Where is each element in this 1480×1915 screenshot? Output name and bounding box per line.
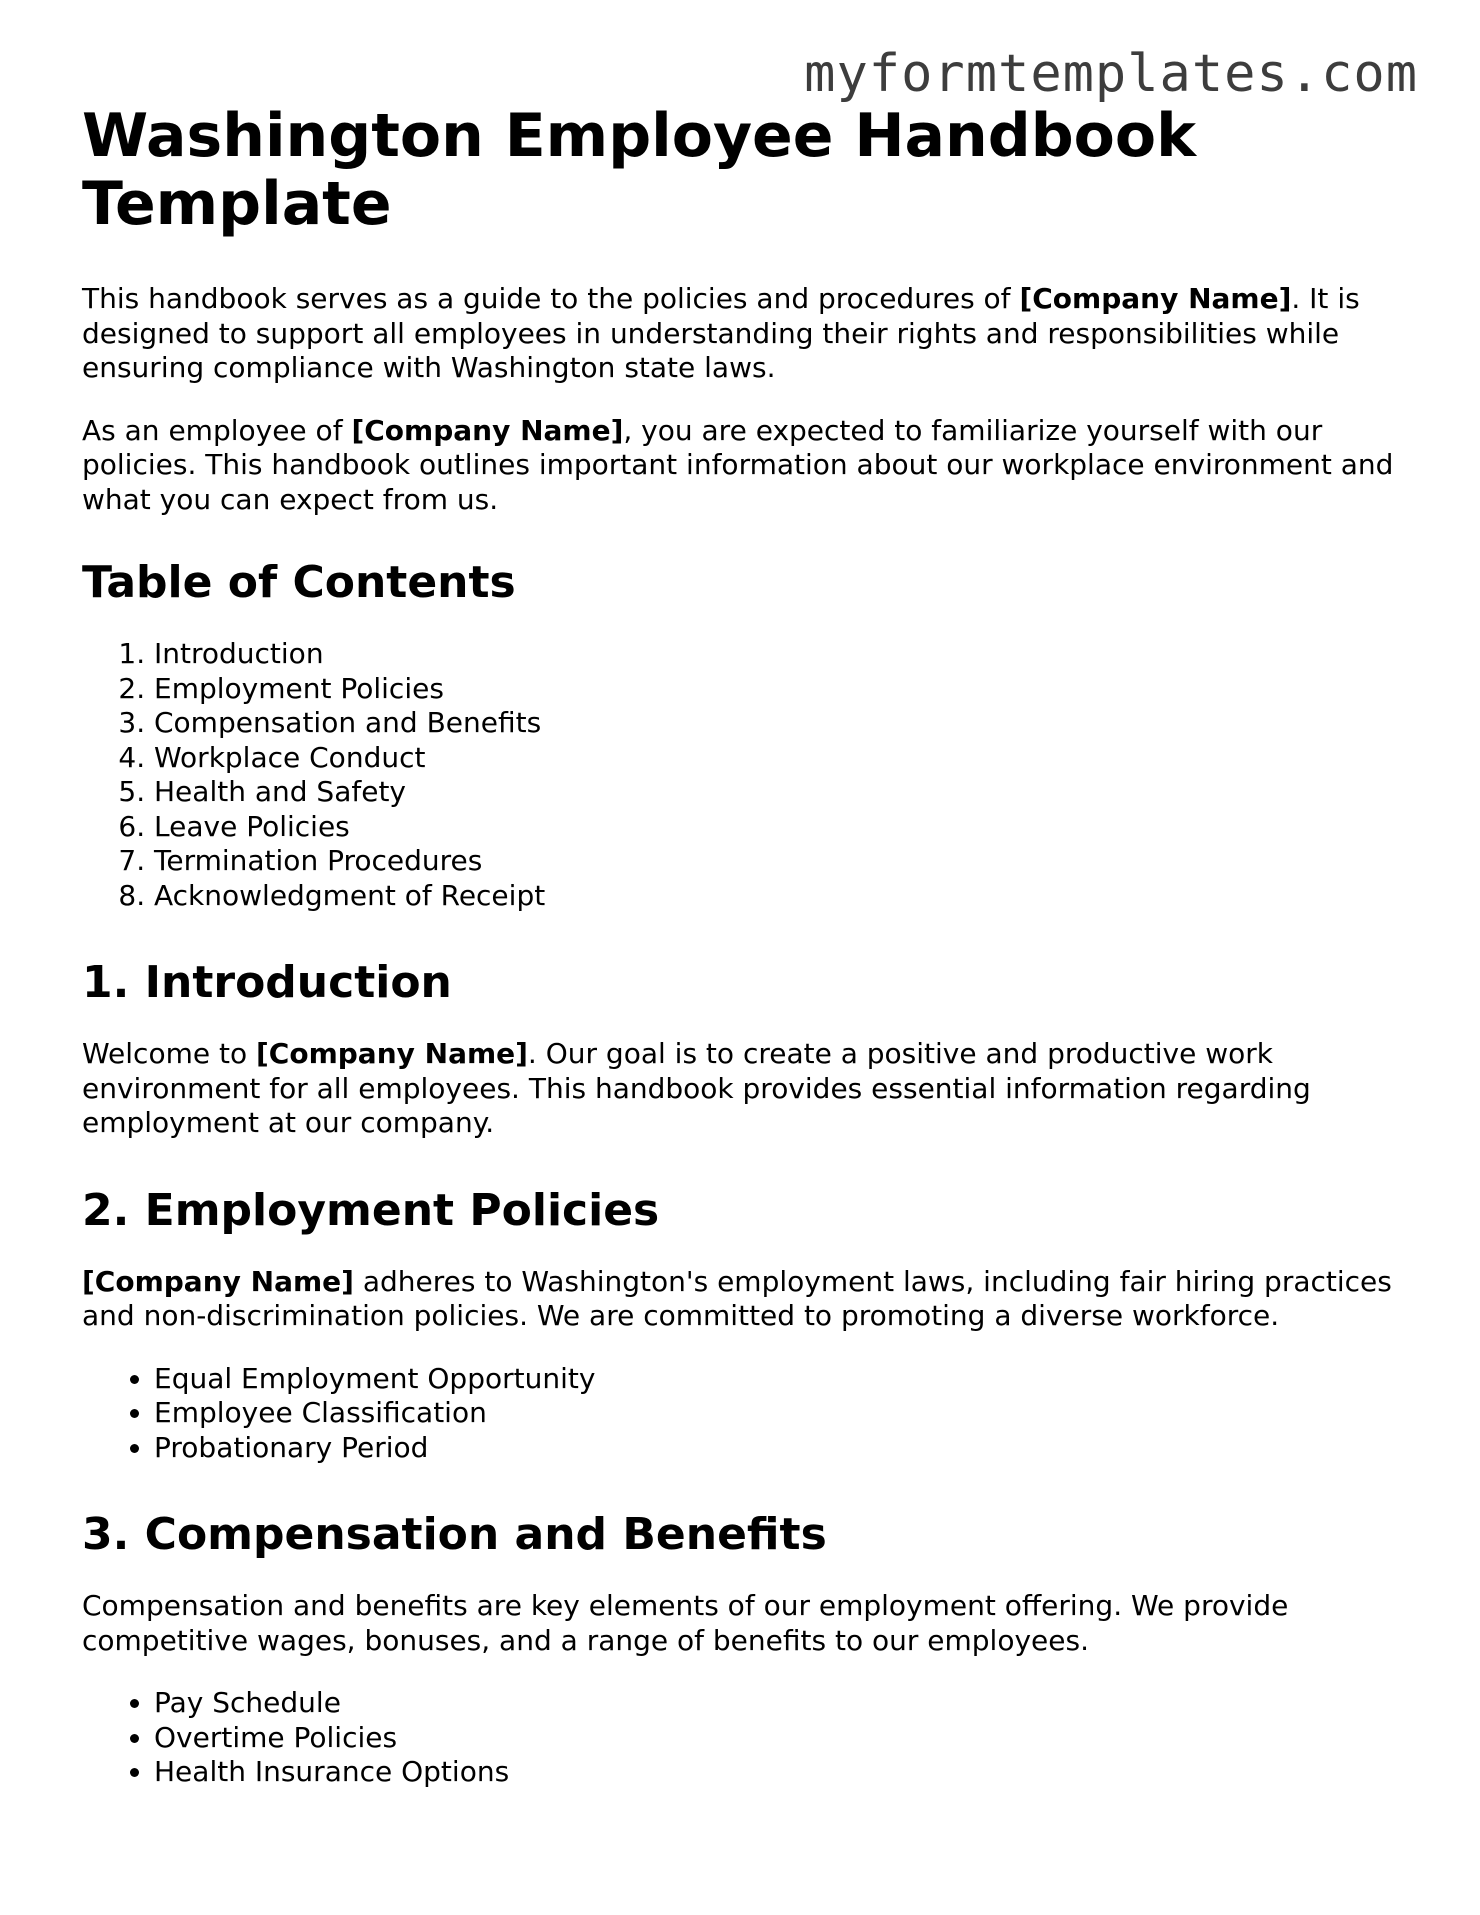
section-paragraph xyxy=(82,1037,1412,1141)
bullet-list xyxy=(82,1686,1412,1790)
toc-item: 4. Workplace Conduct xyxy=(154,741,1412,776)
intro-text: . It is designed to support all employees in understanding their rights and responsibilities while ensuring compliance with Washington state laws. xyxy=(82,282,1360,384)
section-heading-introduction: 1. Introduction xyxy=(82,957,452,1008)
section-text: . Our goal is to create a positive and productive work environment for all employees. This handbook provides essential information regarding employment at our company. xyxy=(82,1037,1311,1139)
list-item: • Employee Classification xyxy=(154,1396,1412,1431)
toc-item: 6. Leave Policies xyxy=(154,810,1412,845)
intro-text: As an employee of xyxy=(82,413,352,447)
company-name-placeholder: [Company Name] xyxy=(1019,282,1292,315)
section-text: Welcome to xyxy=(82,1037,256,1070)
list-item: • Probationary Period xyxy=(154,1431,1412,1466)
intro-paragraph-2 xyxy=(82,414,1412,518)
page-title: Washington Employee Handbook Template xyxy=(82,101,1196,239)
section-heading-employment-policies: 2. Employment Policies xyxy=(82,1184,660,1236)
bullet-list xyxy=(82,1362,1412,1466)
list-item: • Pay Schedule xyxy=(154,1686,1412,1721)
section-paragraph xyxy=(82,1265,1412,1334)
company-name-placeholder: [Company Name] xyxy=(351,413,624,447)
toc-item: 1. Introduction xyxy=(154,637,1412,672)
intro-text: , you are expected to familiarize yourself with our policies. This handbook outlines important information about our workplace environment and what you can expect from us. xyxy=(82,413,1394,516)
intro-paragraph-1 xyxy=(82,282,1412,386)
list-item: • Health Insurance Options xyxy=(154,1755,1412,1790)
toc-heading: Table of Contents xyxy=(82,557,516,608)
toc-item: 7. Termination Procedures xyxy=(154,844,1412,879)
document-page xyxy=(82,102,1412,1820)
section-text: adheres to Washington's employment laws, including fair hiring practices and non-discrimination policies. We are committed to promoting a diverse workforce. xyxy=(82,1264,1392,1332)
section-heading-compensation: 3. Compensation and Benefits xyxy=(82,1509,827,1560)
company-name-placeholder: [Company Name] xyxy=(256,1037,528,1070)
list-item: • Overtime Policies xyxy=(154,1721,1412,1756)
section-paragraph: Compensation and benefits are key elements of our employment offering. We provide competitive wages, bonuses, and a range of benefits to our employees. xyxy=(82,1589,1289,1657)
list-item: • Equal Employment Opportunity xyxy=(154,1362,1412,1397)
company-name-placeholder: [Company Name] xyxy=(82,1264,354,1298)
toc-list xyxy=(82,637,1412,913)
toc-item: 3. Compensation and Benefits xyxy=(154,706,1412,741)
intro-text: This handbook serves as a guide to the policies and procedures of xyxy=(82,282,1020,315)
watermark: myformtemplates.com xyxy=(804,44,1418,104)
toc-item: 8. Acknowledgment of Receipt xyxy=(154,879,1412,914)
toc-item: 5. Health and Safety xyxy=(154,775,1412,810)
toc-item: 2. Employment Policies xyxy=(154,672,1412,707)
